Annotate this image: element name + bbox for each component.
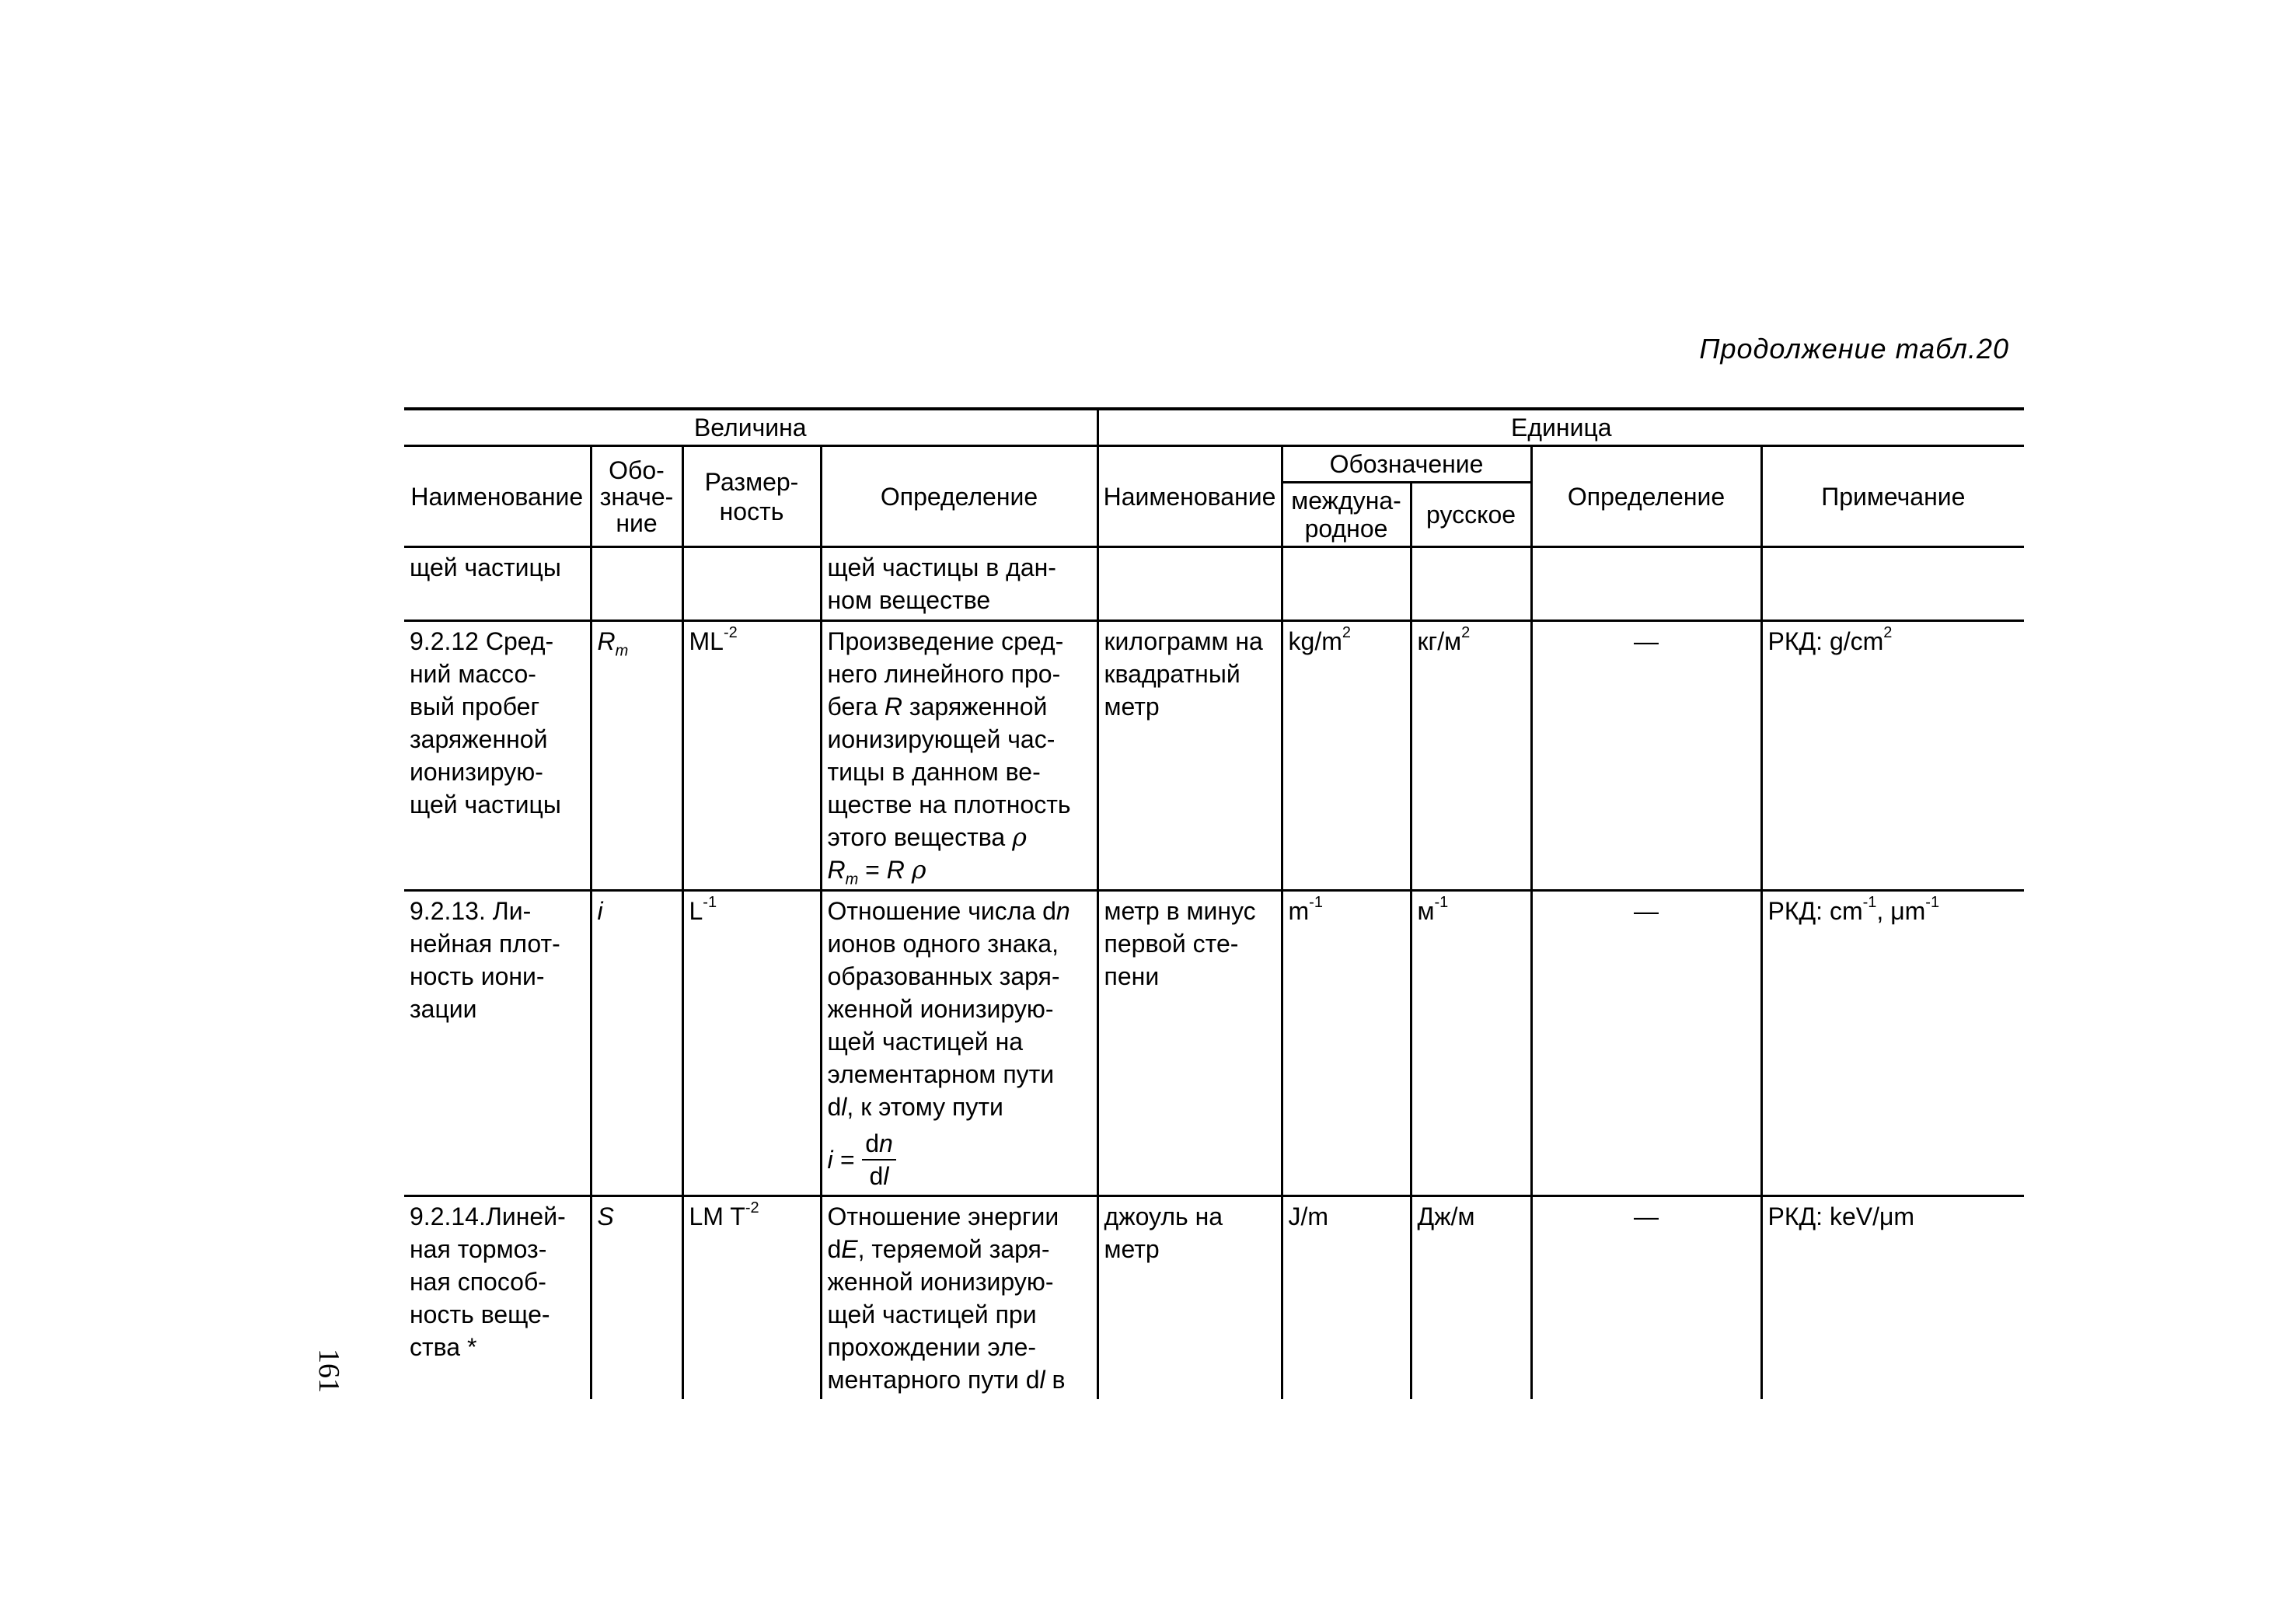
definition-e: E — [841, 1235, 858, 1263]
unit-russian — [1411, 547, 1531, 621]
quantity-name: щей частицы — [404, 547, 591, 621]
dimension-base: L — [689, 897, 703, 925]
table-row — [404, 891, 2024, 1196]
definition-n: n — [1056, 897, 1070, 925]
unit-name: метр в минус первой сте- пени — [1097, 891, 1282, 1196]
symbol: i — [597, 897, 603, 925]
header-unit-designation: Обозначение — [1282, 446, 1531, 483]
unit-international: J/m — [1282, 1196, 1411, 1400]
quantity-definition: щей частицы в дан- ном веществе — [821, 547, 1097, 621]
header-quantity-dimension: Размер- ность — [682, 446, 821, 547]
formula-r: R — [886, 856, 905, 884]
definition-text: Отношение энергии d — [827, 1202, 1059, 1263]
fraction-numerator: dn — [862, 1128, 896, 1161]
table-row — [404, 621, 2024, 891]
dimension-base: ML — [689, 627, 724, 655]
intl-exp: 2 — [1342, 624, 1351, 642]
definition-rho: ρ — [1012, 822, 1027, 852]
note-b: , μm — [1876, 897, 1926, 925]
header-quantity-symbol: Обо- значе- ние — [591, 446, 682, 547]
rus-exp: -1 — [1434, 894, 1449, 912]
formula-eq: = — [865, 856, 887, 884]
definition-text-2: заряженной ионизирующей час- тицы в данном ве- ществе на плотность этого вещества — [827, 693, 1071, 851]
definition-text-2: ионов одного знака, образованных заря- женной ионизирую- щей частицей на элементарном пути d — [827, 930, 1060, 1121]
page-number: 161 — [312, 1349, 345, 1393]
header-unit-name: Наименование — [1097, 446, 1282, 547]
symbol-sub: m — [615, 642, 629, 660]
unit-note — [1761, 621, 2024, 891]
dimension-exp: -2 — [723, 624, 738, 642]
quantity-definition — [821, 891, 1097, 1196]
note-a-exp: -1 — [1862, 894, 1877, 912]
header-quantity-definition: Определение — [821, 446, 1097, 547]
table-row — [404, 547, 2024, 621]
unit-definition — [1531, 547, 1761, 621]
unit-note: РКД: keV/μm — [1761, 1196, 2024, 1400]
quantity-name: 9.2.13. Ли- нейная плот- ность иони- зации — [404, 891, 591, 1196]
unit-note — [1761, 891, 2024, 1196]
quantity-definition — [821, 621, 1097, 891]
unit-definition-dash: — — [1634, 1202, 1659, 1230]
rus-exp: 2 — [1461, 624, 1471, 642]
unit-definition-dash: — — [1634, 897, 1659, 925]
table-caption: Продолжение табл.20 — [1699, 333, 2009, 365]
quantity-dimension — [682, 1196, 821, 1400]
header-international: междуна- родное — [1282, 483, 1411, 547]
unit-international — [1282, 547, 1411, 621]
dimension-exp: -1 — [703, 894, 717, 912]
intl-exp: -1 — [1309, 894, 1323, 912]
definition-text: Произведение сред- него линейного про- бега — [827, 627, 1064, 721]
fraction-denominator: dl — [869, 1162, 889, 1190]
quantity-dimension — [682, 547, 821, 621]
quantity-symbol — [591, 1196, 682, 1400]
table-row — [404, 1196, 2024, 1400]
unit-definition-dash: — — [1634, 627, 1659, 655]
definition-l: l — [841, 1093, 847, 1121]
header-unit-note: Примечание — [1761, 446, 2024, 547]
definition-text-3: , к этому пути — [846, 1093, 1003, 1121]
header-unit: Единица — [1097, 409, 2024, 446]
header-row-2 — [404, 446, 2024, 483]
unit-definition — [1531, 621, 1761, 891]
dimension-base: LM T — [689, 1202, 745, 1230]
unit-name: килограмм на квадратный метр — [1097, 621, 1282, 891]
quantity-symbol — [591, 547, 682, 621]
unit-definition — [1531, 891, 1761, 1196]
header-russian: русское — [1411, 483, 1531, 547]
unit-international — [1282, 891, 1411, 1196]
unit-international — [1282, 621, 1411, 891]
note-base: РКД: g/cm — [1767, 627, 1884, 655]
definition-text-3: в — [1045, 1366, 1066, 1394]
quantities-table — [404, 407, 2024, 1399]
quantity-dimension — [682, 621, 821, 891]
unit-name — [1097, 547, 1282, 621]
unit-russian: Дж/м — [1411, 1196, 1531, 1400]
dimension-exp: -2 — [745, 1199, 759, 1217]
unit-russian — [1411, 891, 1531, 1196]
header-quantity-name: Наименование — [404, 446, 591, 547]
formula-lhs-sub: m — [845, 871, 859, 888]
unit-note — [1761, 547, 2024, 621]
quantity-symbol — [591, 621, 682, 891]
quantity-name: 9.2.12 Сред- ний массо- вый пробег заряженной ионизирую- щей частицы — [404, 621, 591, 891]
note-exp: 2 — [1883, 624, 1893, 642]
header-row-1 — [404, 409, 2024, 446]
symbol: S — [597, 1202, 614, 1230]
definition-text-2: , теряемой заря- женной ионизирую- щей частицей при прохождении эле- ментарного пути d — [827, 1235, 1054, 1394]
quantity-symbol — [591, 891, 682, 1196]
rus-base: кг/м — [1417, 627, 1462, 655]
symbol-base: R — [597, 627, 616, 655]
quantity-definition — [821, 1196, 1097, 1400]
note-b-exp: -1 — [1925, 894, 1940, 912]
unit-russian — [1411, 621, 1531, 891]
formula-lhs: R — [827, 856, 846, 884]
intl-base: m — [1288, 897, 1310, 925]
quantity-name: 9.2.14.Линей- ная тормоз- ная способ- ность веще- ства * — [404, 1196, 591, 1400]
formula-rho: ρ — [911, 855, 926, 885]
header-quantity: Величина — [404, 409, 1097, 446]
definition-text: Отношение числа d — [827, 897, 1056, 925]
definition-l: l — [1039, 1366, 1045, 1394]
rus-base: м — [1417, 897, 1435, 925]
header-unit-definition: Определение — [1531, 446, 1761, 547]
note-a: РКД: cm — [1767, 897, 1863, 925]
fraction-formula — [828, 1128, 896, 1192]
fraction-lhs: i = — [827, 1146, 855, 1174]
intl-base: kg/m — [1288, 627, 1342, 655]
quantity-dimension — [682, 891, 821, 1196]
unit-definition — [1531, 1196, 1761, 1400]
unit-name: джоуль на метр — [1097, 1196, 1282, 1400]
definition-var: R — [884, 693, 903, 721]
